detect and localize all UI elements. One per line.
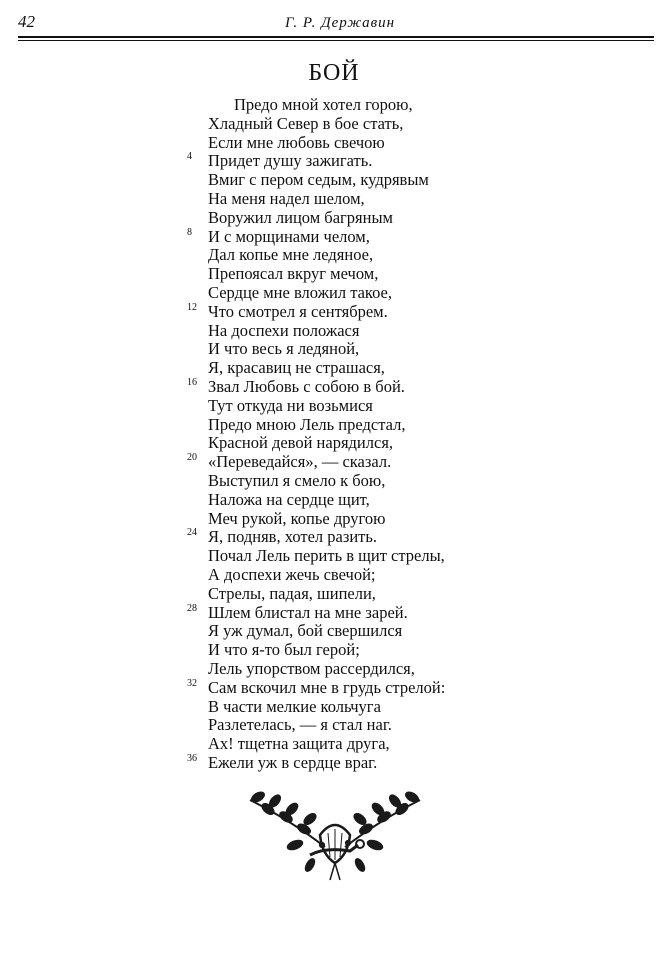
line-text: Звал Любовь с собою в бой.: [208, 376, 405, 396]
line-text: «Переведайся», — сказал.: [208, 452, 392, 472]
line-text: А доспехи жечь свечой;: [208, 564, 376, 584]
line-text: Шлем блистал на мне зарей.: [208, 602, 408, 622]
poem-line: [0, 453, 668, 472]
line-text: Красной девой нарядился,: [208, 433, 394, 453]
poem-line: [0, 246, 668, 265]
line-number: 8: [187, 226, 192, 238]
poem-line: [0, 660, 668, 679]
line-text: Ах! тщетна защита друга,: [208, 734, 390, 754]
poem-line: [0, 265, 668, 284]
line-text: Вмиг с пером седым, кудрявым: [208, 170, 429, 190]
line-text: На меня надел шелом,: [208, 188, 365, 208]
poem-line: [0, 340, 668, 359]
line-text: Если мне любовь свечою: [208, 132, 385, 152]
poem-line: [0, 322, 668, 341]
poem-line: [0, 622, 668, 641]
line-text: Воружил лицом багряным: [208, 207, 393, 227]
line-number: 32: [187, 677, 197, 689]
line-text: Сам вскочил мне в грудь стрелой:: [208, 677, 446, 697]
poem-line: [0, 303, 668, 322]
laurel-lyre-ornament-icon: [240, 785, 430, 885]
line-text: Ежели уж в сердце враг.: [208, 752, 378, 772]
line-text: Тут откуда ни возьмися: [208, 395, 373, 415]
line-number: 36: [187, 752, 197, 764]
poem-title: БОЙ: [308, 60, 360, 86]
poem-line: [0, 171, 668, 190]
poem-line: [0, 416, 668, 435]
poem-body: [0, 96, 668, 773]
line-text: Предо мною Лель предстал,: [208, 414, 406, 434]
line-text: Я, красавиц не страшася,: [208, 358, 385, 378]
line-text: На доспехи положася: [208, 320, 360, 340]
poem-line: [0, 679, 668, 698]
line-text: Придет душу зажигать.: [208, 151, 373, 171]
poem-line: [0, 152, 668, 171]
poem-line: [0, 510, 668, 529]
line-text: И что весь я ледяной,: [208, 339, 360, 359]
line-text: Препоясал вкруг мечом,: [208, 264, 379, 284]
line-text: Почал Лель перить в щит стрелы,: [208, 546, 445, 566]
poem-line: [0, 472, 668, 491]
header-rule-thin: [18, 40, 654, 41]
poem-line: [0, 96, 668, 115]
line-number: 24: [187, 527, 197, 539]
line-text: Стрелы, падая, шипели,: [208, 583, 376, 603]
line-text: Сердце мне вложил такое,: [208, 282, 393, 302]
line-text: Наложа на сердце щит,: [208, 489, 370, 509]
poem-line: [0, 228, 668, 247]
line-number: 16: [187, 376, 197, 388]
line-text: В части мелкие кольчуга: [208, 696, 381, 716]
poem-line: [0, 134, 668, 153]
line-text: Я, подняв, хотел разить.: [208, 527, 378, 547]
line-text: Разлетелась, — я стал наг.: [208, 715, 392, 735]
line-text: Хладный Север в бое стать,: [208, 113, 404, 133]
poem-line: [0, 754, 668, 773]
poem-line: [0, 716, 668, 735]
poem-line: [0, 735, 668, 754]
line-text: И с морщинами челом,: [208, 226, 370, 246]
line-number: 4: [187, 151, 192, 163]
poem-line: [0, 528, 668, 547]
running-head: Г. Р. Державин: [285, 15, 396, 31]
line-number: 20: [187, 452, 197, 464]
poem-line: [0, 434, 668, 453]
line-text: Меч рукой, копье другою: [208, 508, 386, 528]
line-text: И что я-то был герой;: [208, 640, 360, 660]
line-text: Предо мной хотел горою,: [234, 95, 413, 114]
header-rule-thick: [18, 36, 654, 38]
poem-line: [0, 698, 668, 717]
line-text: Дал копье мне ледяное,: [208, 245, 374, 265]
line-number: 28: [187, 602, 197, 614]
poem-line: [0, 641, 668, 660]
poem-line: [0, 491, 668, 510]
line-text: Выступил я смело к бою,: [208, 470, 386, 490]
poem-line: [0, 115, 668, 134]
poem-line: [0, 397, 668, 416]
poem-line: [0, 566, 668, 585]
page-number: 42: [18, 12, 35, 31]
poem-line: [0, 604, 668, 623]
line-text: Лель упорством рассердился,: [208, 658, 415, 678]
poem-line: [0, 284, 668, 303]
line-text: Я уж думал, бой свершился: [208, 621, 403, 641]
poem-line: [0, 585, 668, 604]
poem-line: [0, 378, 668, 397]
line-text: Что смотрел я сентябрем.: [208, 301, 388, 321]
poem-line: [0, 209, 668, 228]
poem-line: [0, 190, 668, 209]
line-number: 12: [187, 301, 197, 313]
poem-line: [0, 359, 668, 378]
poem-line: [0, 547, 668, 566]
